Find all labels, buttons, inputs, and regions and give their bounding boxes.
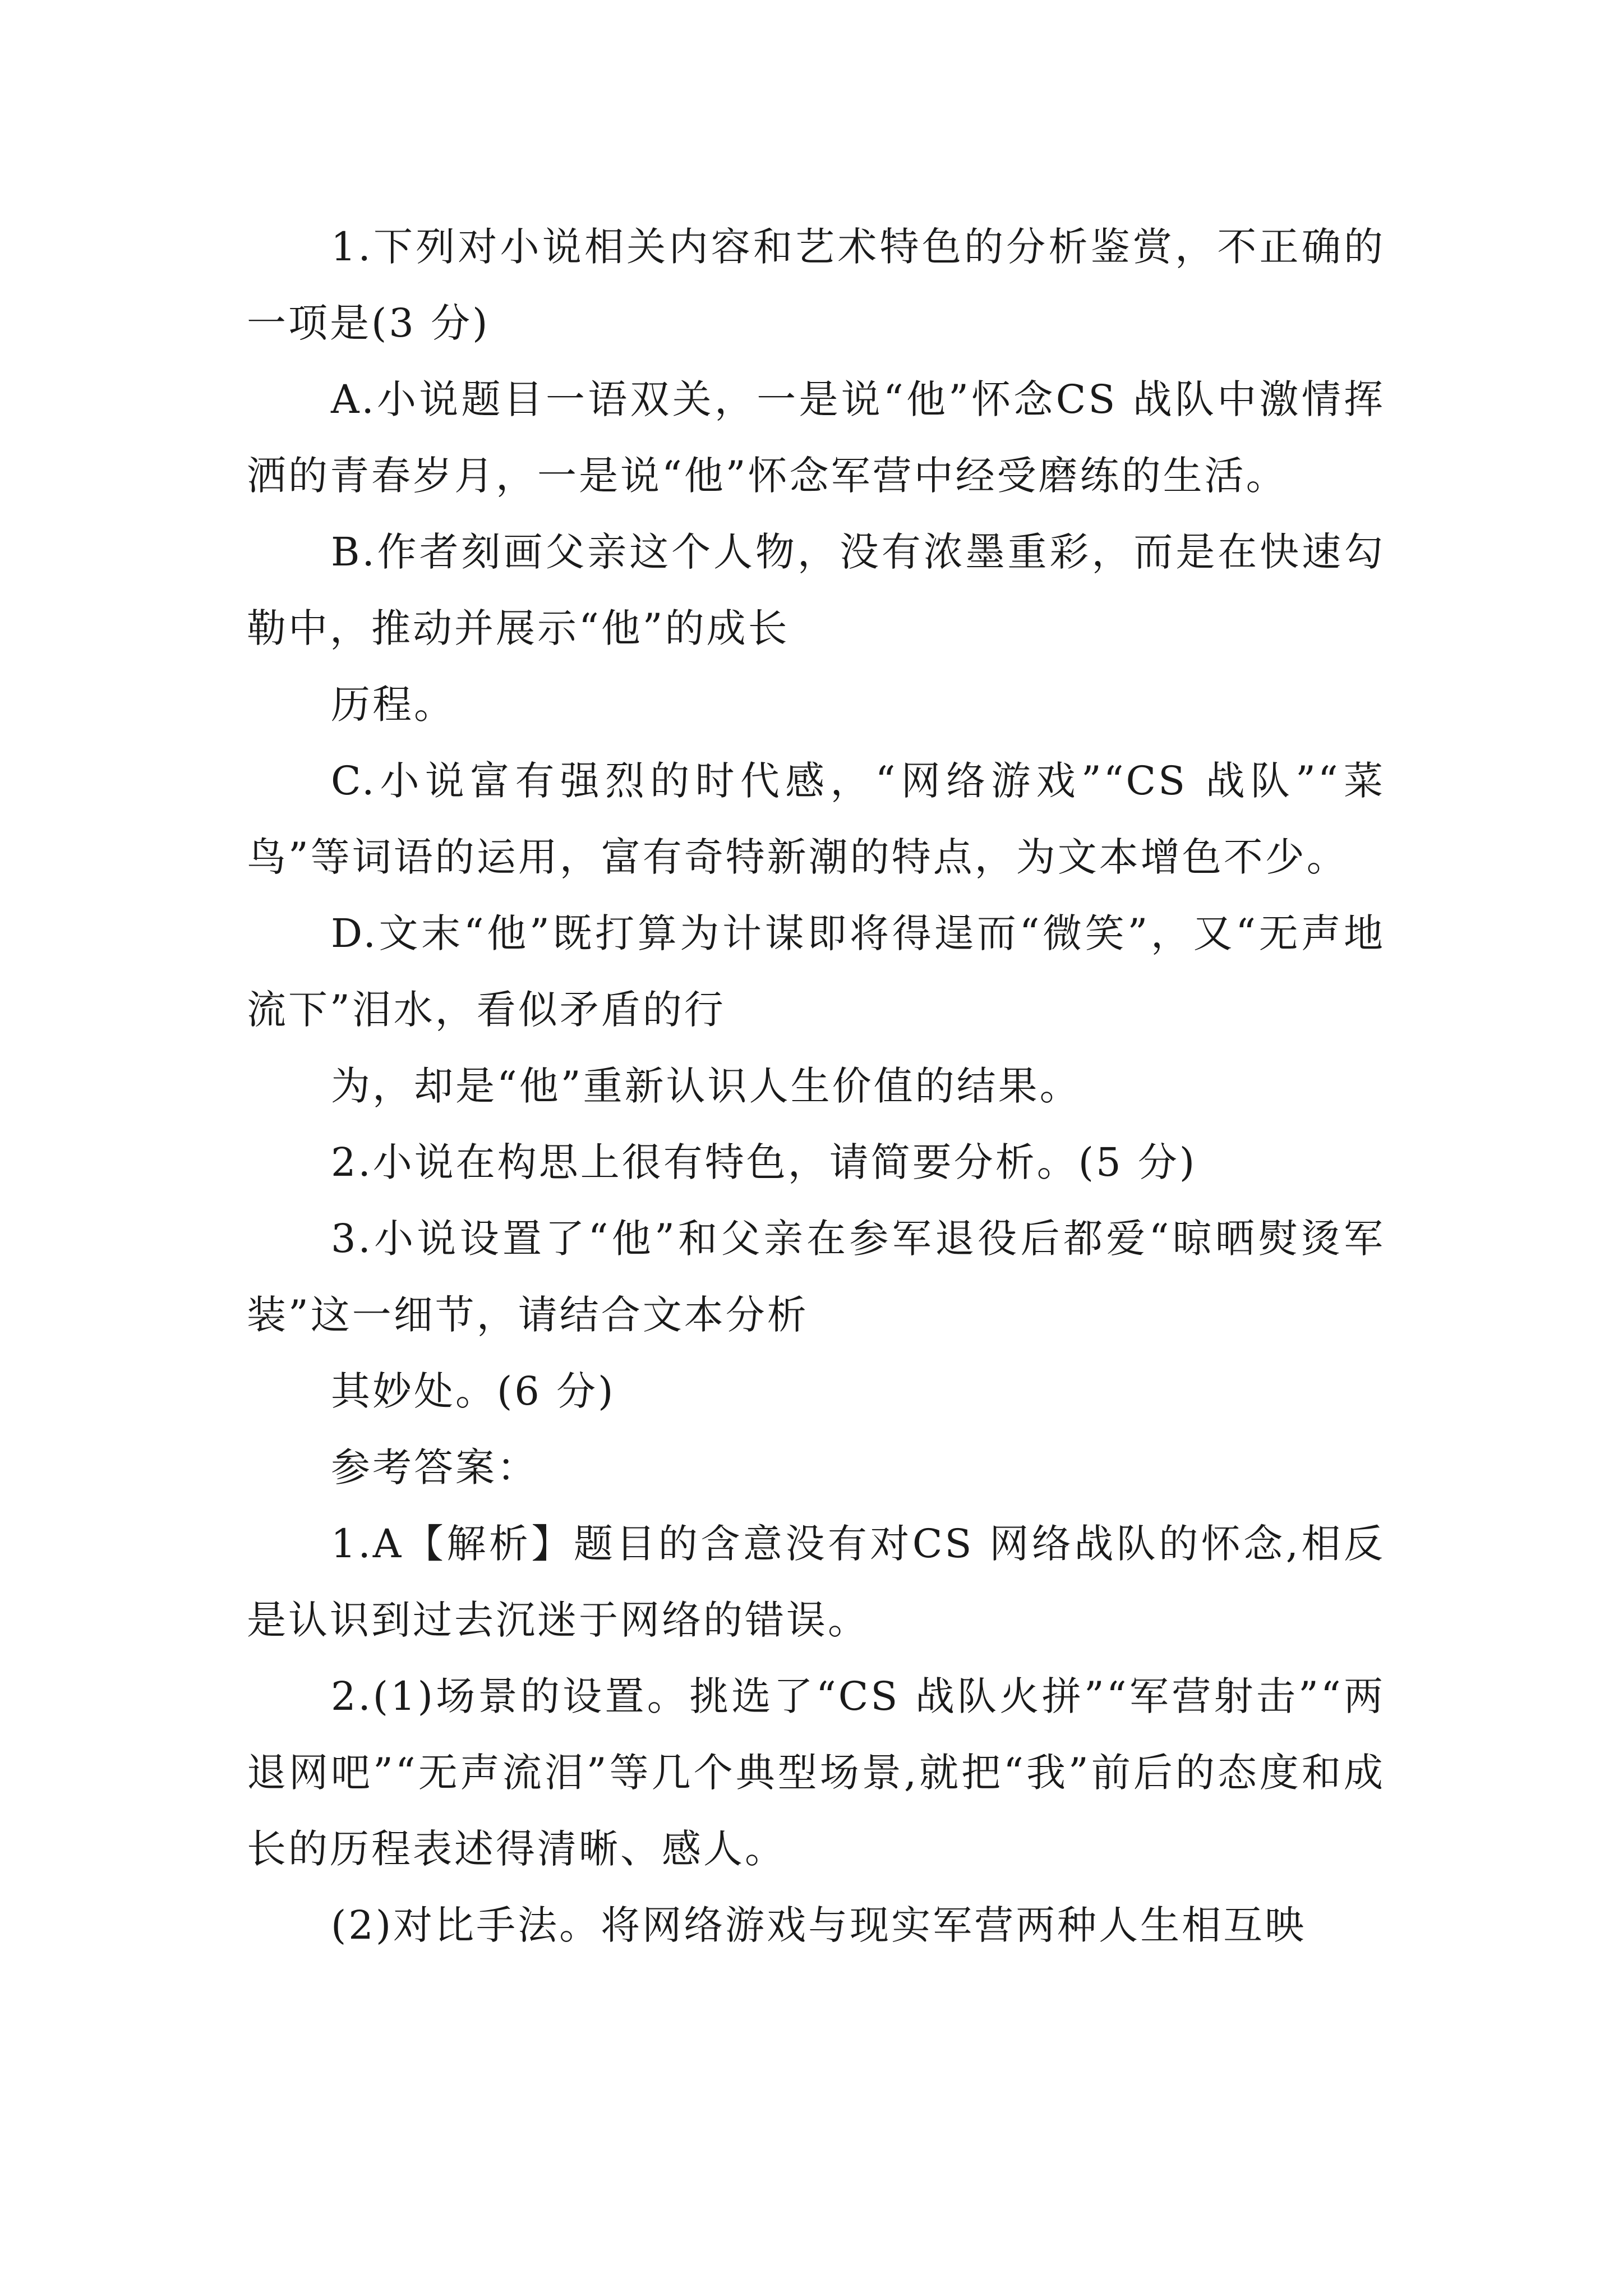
answer-2-part-2: (2)对比手法。将网络游戏与现实军营两种人生相互映 — [331, 1902, 1307, 1948]
document-body — [247, 209, 1385, 1963]
question-3: 3.小说设置了“他”和父亲在参军退役后都爱“晾晒熨烫军装”这一细节，请结合文本分析 — [247, 1216, 1385, 1338]
question-1-stem: 1.下列对小说相关内容和艺术特色的分析鉴赏，不正确的一项是(3 分) — [247, 224, 1385, 346]
option-d-continued: 为，却是“他”重新认识人生价值的结果。 — [331, 1063, 1081, 1109]
question-3-continued: 其妙处。(6 分) — [331, 1368, 616, 1414]
option-a: A.小说题目一语双关，一是说“他”怀念CS 战队中激情挥洒的青春岁月，一是说“他”怀念军营中经受磨练的生活。 — [247, 376, 1385, 499]
option-b: B.作者刻画父亲这个人物，没有浓墨重彩，而是在快速勾勒中，推动并展示“他”的成长 — [247, 529, 1385, 651]
option-c: C.小说富有强烈的时代感，“网络游戏”“CS 战队”“菜鸟”等词语的运用，富有奇特新潮的特点，为文本增色不少。 — [247, 758, 1385, 880]
answers-heading: 参考答案： — [331, 1444, 538, 1490]
answer-1: 1.A【解析】题目的含意没有对CS 网络战队的怀念,相反是认识到过去沉迷于网络的错误。 — [247, 1521, 1385, 1643]
question-2: 2.小说在构思上很有特色，请简要分析。(5 分) — [331, 1139, 1197, 1185]
option-b-continued: 历程。 — [331, 682, 455, 728]
answer-2-part-1: 2.(1)场景的设置。挑选了“CS 战队火拼”“军营射击”“两退网吧”“无声流泪”等几个典型场景,就把“我”前后的态度和成长的历程表述得清晰、感人。 — [247, 1673, 1385, 1872]
option-d: D.文末“他”既打算为计谋即将得逞而“微笑”，又“无声地流下”泪水，看似矛盾的行 — [247, 910, 1385, 1033]
